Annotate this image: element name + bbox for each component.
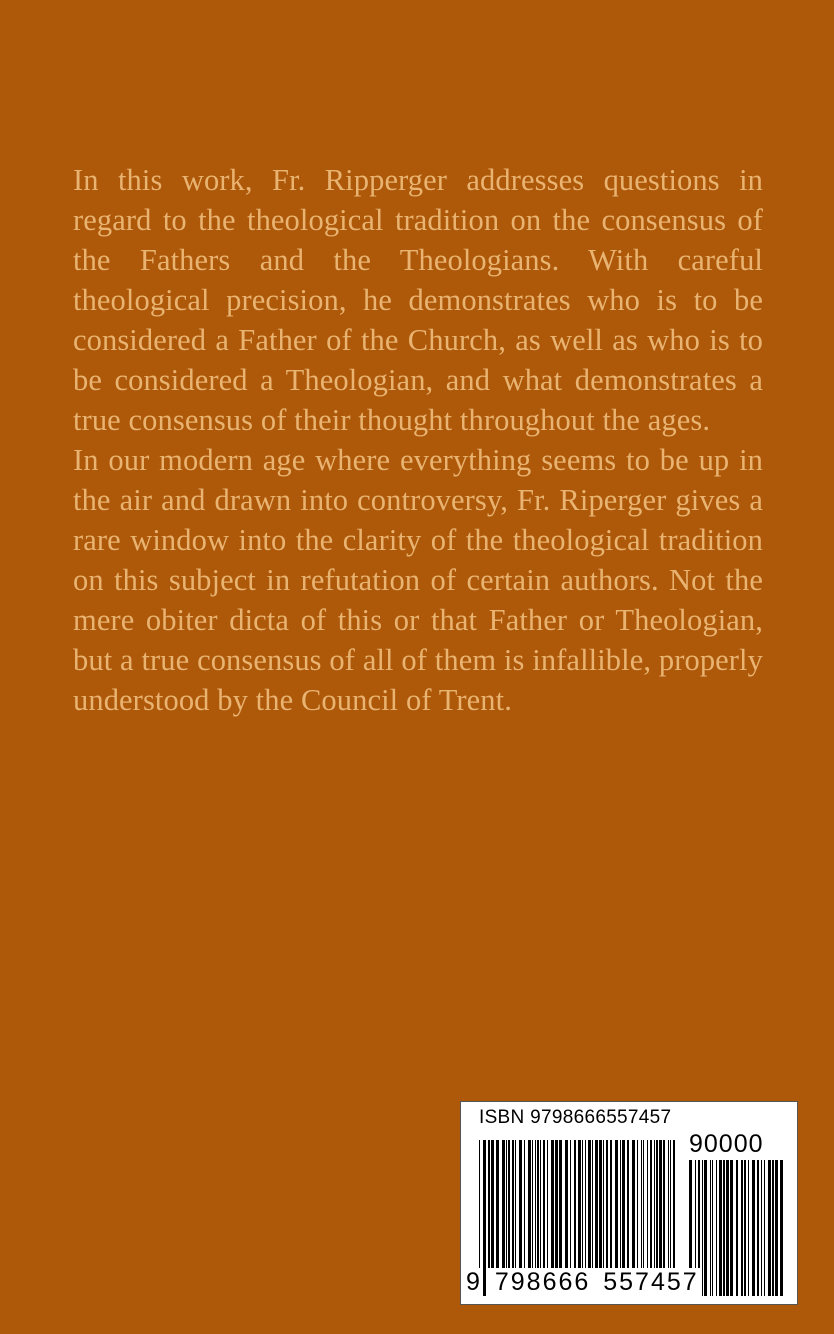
barcode-bar xyxy=(654,1140,655,1268)
barcode-bar xyxy=(668,1140,669,1268)
barcode-bar xyxy=(603,1140,604,1268)
barcode-bar xyxy=(730,1160,733,1296)
book-description xyxy=(73,160,763,720)
barcode-bar xyxy=(599,1140,602,1268)
addon-barcode-bars xyxy=(689,1160,785,1296)
barcode-bar xyxy=(641,1140,642,1268)
barcode-bar xyxy=(663,1140,665,1268)
barcode-bar xyxy=(532,1140,533,1268)
barcode-bar xyxy=(780,1160,783,1296)
barcode-bar xyxy=(772,1160,774,1296)
barcode-bar xyxy=(752,1160,755,1296)
barcode-bar xyxy=(726,1160,729,1296)
barcode-bar xyxy=(736,1160,738,1296)
barcode-bar xyxy=(555,1140,558,1268)
barcode-bar xyxy=(647,1140,648,1268)
barcode-bar xyxy=(748,1160,749,1296)
barcode-bar xyxy=(650,1140,652,1268)
barcode-bar xyxy=(768,1160,771,1296)
barcode-bar xyxy=(537,1140,539,1268)
barcode-bar xyxy=(592,1140,593,1268)
price-addon-code: 90000 xyxy=(689,1130,764,1158)
barcode-bar xyxy=(723,1160,725,1296)
barcode-bar xyxy=(659,1140,662,1268)
barcode-bar xyxy=(704,1160,707,1296)
barcode-bar xyxy=(620,1140,621,1268)
barcode-bar xyxy=(656,1140,658,1268)
barcode-bar xyxy=(588,1140,591,1268)
barcode-bar xyxy=(719,1160,722,1296)
barcode-bar xyxy=(496,1140,499,1268)
barcode-bar xyxy=(491,1140,494,1268)
barcode-bar xyxy=(508,1140,510,1268)
barcode-bar xyxy=(595,1140,598,1268)
isbn-digits xyxy=(465,1268,699,1297)
isbn-digits-right: 557457 xyxy=(603,1268,699,1296)
barcode-bar xyxy=(540,1140,541,1268)
barcode-bar xyxy=(757,1160,759,1296)
barcode-bar xyxy=(643,1140,644,1268)
isbn-barcode xyxy=(460,1101,798,1305)
barcode-bar xyxy=(670,1140,671,1268)
barcode-bar xyxy=(519,1140,522,1268)
barcode-bar xyxy=(559,1140,562,1268)
barcode-bar xyxy=(578,1140,581,1268)
description-paragraph-1: In this work, Fr. Ripperger addresses questions in regard to the theological tradition on the consensus of the Fathers and the Theologians. With careful theological precision, he demonstrates who is to be considered a Father of the Church, as well as who is to be considered a Theologian, and what demonstrates a true consensus of their thought throughout the ages. xyxy=(73,163,763,437)
barcode-bar xyxy=(582,1140,583,1268)
barcode-bar xyxy=(574,1140,576,1268)
barcode-bar xyxy=(535,1140,536,1268)
barcode-bar xyxy=(528,1140,531,1268)
barcode-bar xyxy=(710,1160,711,1296)
barcode-bar xyxy=(741,1160,743,1296)
barcode-bar xyxy=(627,1140,629,1268)
barcode-bar xyxy=(570,1140,571,1268)
barcode-bar xyxy=(506,1140,507,1268)
barcode-bar xyxy=(524,1140,525,1268)
barcode-bar xyxy=(515,1140,516,1268)
barcode-bar xyxy=(565,1140,568,1268)
barcode-bar xyxy=(744,1160,746,1296)
barcode-bar xyxy=(488,1140,490,1268)
barcode-bar xyxy=(502,1140,505,1268)
barcode-bar xyxy=(775,1160,778,1296)
barcode-bar xyxy=(632,1140,635,1268)
barcode-bar xyxy=(622,1140,625,1268)
barcode-bar xyxy=(512,1140,514,1268)
barcode-bar xyxy=(585,1140,586,1268)
isbn-digits-left: 798666 xyxy=(494,1268,591,1296)
barcode-bar xyxy=(673,1140,675,1268)
barcode-bar xyxy=(637,1140,638,1268)
barcode-bar xyxy=(551,1140,554,1268)
barcode-bar xyxy=(764,1160,765,1296)
barcode-bar xyxy=(606,1140,608,1268)
isbn-digit-first: 9 xyxy=(466,1268,480,1296)
barcode-bar xyxy=(716,1160,717,1296)
barcode-bar xyxy=(712,1160,713,1296)
description-paragraph-2: In our modern age where everything seems to be up in the air and drawn into controversy, Fr. Riperger gives a rare window into the clarity of the theological tradition on this subject in refutation of certain authors. Not the mere obiter dicta of this or that Father or Theologian, but a true consensus of all of them is infallible, properly understood by the Council of Trent. xyxy=(73,443,763,717)
barcode-bar xyxy=(702,1160,703,1296)
barcode-bar xyxy=(761,1160,762,1296)
isbn-label: ISBN 9798666557457 xyxy=(479,1107,672,1128)
